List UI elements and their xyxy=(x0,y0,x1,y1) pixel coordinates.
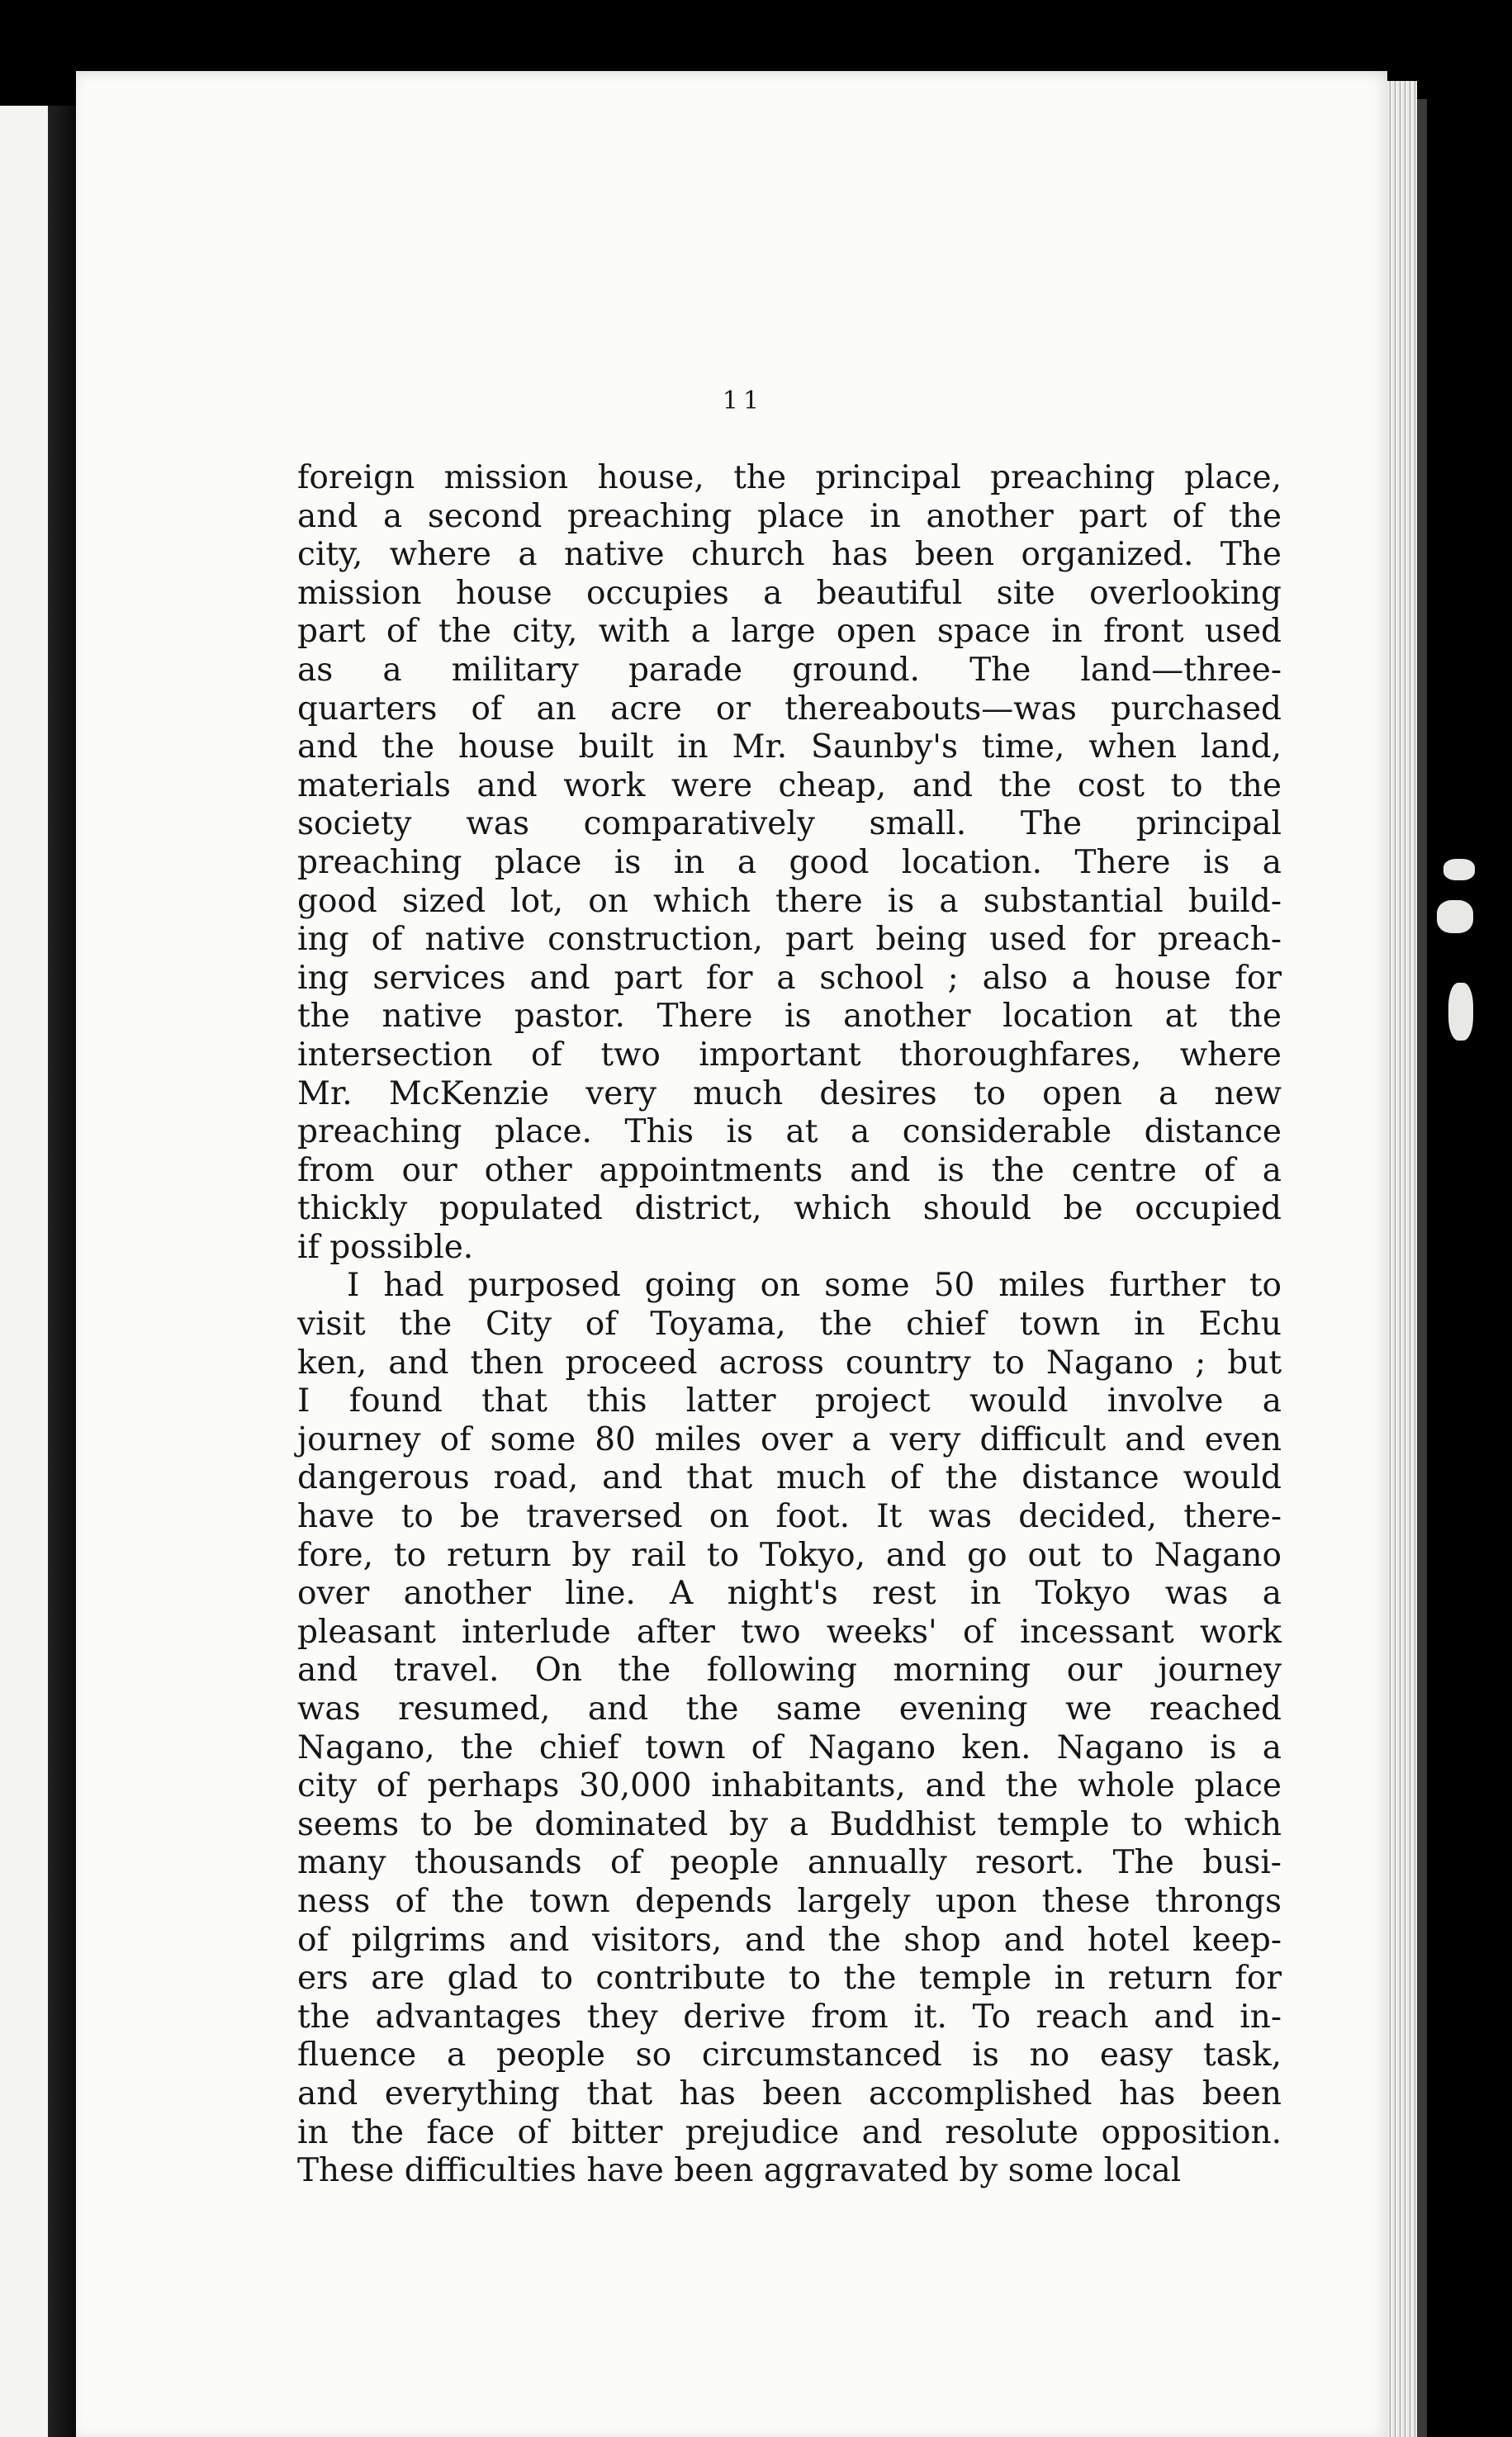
text-line: materials and work were cheap, and the cost to the xyxy=(297,766,1282,804)
text-line: city of perhaps 30,000 inhabitants, and the whole place xyxy=(297,1767,1282,1805)
text-line: as a military parade ground. The land—three- xyxy=(297,651,1282,689)
book-page xyxy=(76,71,1387,2437)
binding-shadow xyxy=(1417,99,1427,2437)
text-line: the native pastor. There is another location at the xyxy=(297,998,1282,1036)
facing-page-edge xyxy=(0,106,50,2437)
text-line: ness of the town depends largely upon these throngs xyxy=(297,1882,1282,1920)
text-line: and everything that has been accomplished has been xyxy=(297,2074,1282,2112)
gutter-shadow xyxy=(48,106,76,2437)
text-line: fluence a people so circumstanced is no easy task, xyxy=(297,2036,1282,2074)
text-line: mission house occupies a beautiful site overlooking xyxy=(297,574,1282,612)
text-line: I found that this latter project would involve a xyxy=(297,1382,1282,1420)
text-line: Nagano, the chief town of Nagano ken. Nagano is a xyxy=(297,1728,1282,1766)
text-line: from our other appointments and is the centre of a xyxy=(297,1151,1282,1189)
text-line: have to be traversed on foot. It was decided, there- xyxy=(297,1498,1282,1536)
text-line: good sized lot, on which there is a substantial build- xyxy=(297,882,1282,920)
page-stack-edges xyxy=(1387,81,1417,2437)
body-text xyxy=(297,459,1282,2191)
text-line: pleasant interlude after two weeks' of incessant work xyxy=(297,1613,1282,1651)
text-line: intersection of two important thoroughfares, where xyxy=(297,1036,1282,1074)
text-line: society was comparatively small. The principal xyxy=(297,805,1282,843)
text-line: preaching place is in a good location. There is a xyxy=(297,843,1282,881)
text-line: dangerous road, and that much of the distance would xyxy=(297,1459,1282,1497)
page-number: 11 xyxy=(722,386,765,415)
text-line: ing services and part for a school ; also a house for xyxy=(297,959,1282,997)
paper-flecks xyxy=(1437,859,1486,1074)
text-line: the advantages they derive from it. To reach and in- xyxy=(297,1998,1282,2036)
text-line: and a second preaching place in another part of the xyxy=(297,497,1282,535)
text-line: and the house built in Mr. Saunby's time, when land, xyxy=(297,728,1282,766)
text-line: quarters of an acre or thereabouts—was purchased xyxy=(297,690,1282,728)
text-line: and travel. On the following morning our journey xyxy=(297,1652,1282,1690)
text-line: ing of native construction, part being used for preach- xyxy=(297,921,1282,959)
text-line: city, where a native church has been organized. The xyxy=(297,536,1282,574)
text-line: seems to be dominated by a Buddhist temple to which xyxy=(297,1805,1282,1843)
text-line: These difficulties have been aggravated by some local xyxy=(297,2152,1182,2190)
text-line: many thousands of people annually resort. The busi- xyxy=(297,1844,1282,1882)
text-line: journey of some 80 miles over a very difficult and even xyxy=(297,1420,1282,1458)
text-line: foreign mission house, the principal preaching place, xyxy=(297,459,1282,496)
text-line: was resumed, and the same evening we reached xyxy=(297,1690,1282,1728)
text-line: over another line. A night's rest in Tokyo was a xyxy=(297,1575,1282,1613)
text-line: ken, and then proceed across country to Nagano ; but xyxy=(297,1344,1282,1382)
text-line: thickly populated district, which should be occupied xyxy=(297,1190,1282,1228)
text-line: I had purposed going on some 50 miles further to xyxy=(347,1267,1282,1305)
text-line: preaching place. This is at a considerable distance xyxy=(297,1113,1282,1151)
text-line: visit the City of Toyama, the chief town in Echu xyxy=(297,1306,1282,1344)
text-line: Mr. McKenzie very much desires to open a new xyxy=(297,1074,1282,1112)
text-line: if possible. xyxy=(297,1228,474,1266)
text-line: of pilgrims and visitors, and the shop and hotel keep- xyxy=(297,1921,1282,1959)
text-line: part of the city, with a large open space in front used xyxy=(297,613,1282,651)
text-line: in the face of bitter prejudice and resolute opposition. xyxy=(297,2113,1282,2151)
text-line: fore, to return by rail to Tokyo, and go out to Nagano xyxy=(297,1536,1282,1574)
text-line: ers are glad to contribute to the temple in return for xyxy=(297,1960,1282,1998)
